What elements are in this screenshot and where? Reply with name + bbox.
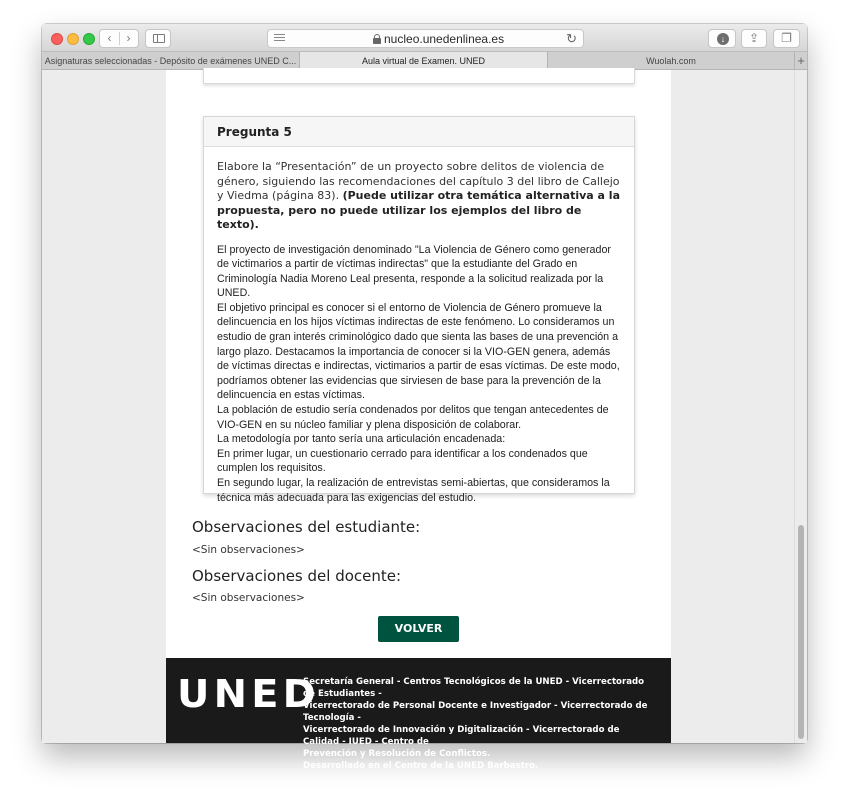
question-heading: Pregunta 5 [204,117,634,147]
share-icon: ⇪ [748,31,760,45]
student-observations-title: Observaciones del estudiante: [192,518,421,536]
nav-button-group [99,29,139,48]
vertical-scrollbar[interactable] [794,70,807,743]
tabs-overview-icon: ❐ [781,31,792,45]
answer-paragraph: En segundo lugar, la realización de entrevistas semi-abiertas, que consideramos la técnica más adecuada para las exigencias del estudio. [217,477,610,504]
page-viewport [42,70,807,771]
reader-view-icon[interactable] [274,34,285,43]
answer-paragraph: En primer lugar, un cuestionario cerrado para identificar a los condenados que cumplen los requisitos. [217,447,588,475]
tab-asignaturas[interactable]: Asignaturas seleccionadas - Depósito de exámenes UNED C... [42,52,300,70]
downloads-button[interactable] [708,29,736,48]
footer-line: Prevención y Resolución de Conflictos. [303,749,491,759]
question-prompt-text: Elabore la “Presentación” de un proyecto sobre delitos de violencia de género, siguiendo las recomendaciones del capítulo 3 del libro de Callejo y Viedma (página 83). [217,160,620,202]
question-prompt [204,147,634,233]
volver-button[interactable]: VOLVER [378,616,459,642]
answer-text [204,233,634,506]
answer-paragraph: El objetivo principal es conocer si el entorno de Violencia de Género promueve la delincuencia en los hijos víctimas indirectas de este fenómeno. Lo consideramos un estudio de gran interés criminológico dado que sienta las bases de una prevención a largo plazo. Destacamos la importancia de conocer si la VIO-GEN genera, además de víctimas directas e indirectas, victimarios a partir de esas víctimas. De este modo, podríamos obtener las evidencias que sirviesen de base para la prevención de la delincuencia en estas víctimas. [217,301,620,402]
tab-aula-virtual[interactable]: Aula virtual de Examen. UNED [300,52,548,70]
question-prompt-note: (Puede utilizar otra temática alternativa a la propuesta, pero no puede utilizar los ejemplos del libro de texto). [217,189,621,231]
close-window-button[interactable] [51,33,63,45]
lock-icon [373,34,381,44]
url-text[interactable]: nucleo.unedenlinea.es [384,32,505,46]
browser-window [42,24,807,771]
forward-button[interactable]: › [126,31,131,45]
show-tabs-button[interactable] [773,29,800,48]
share-button[interactable] [741,29,767,48]
site-footer [166,658,671,771]
back-button[interactable]: ‹ [107,31,112,45]
address-bar[interactable] [267,29,584,48]
page-content [166,70,671,771]
reload-icon[interactable]: ↻ [566,31,577,46]
footer-credits [303,676,658,772]
previous-question-card [203,68,635,84]
sidebar-toggle-button[interactable] [145,29,171,48]
zoom-window-button[interactable] [83,33,95,45]
footer-line: Vicerrectorado de Innovación y Digitalización - Vicerrectorado de Calidad - IUED - Centro de [303,725,620,747]
browser-toolbar [42,24,807,52]
uned-logo[interactable]: UNED [177,672,320,716]
answer-paragraph: La metodología por tanto sería una articulación encadenada: [217,433,506,446]
download-icon: ↓ [717,33,729,45]
minimize-window-button[interactable] [67,33,79,45]
scrollbar-thumb[interactable] [798,525,804,739]
question-card [203,116,635,504]
answer-paragraph: La población de estudio sería condenados por delitos que tengan antecedentes de VIO-GEN en su núcleo familiar y plena disposición de colaborar. [217,404,609,431]
answer-paragraph: El proyecto de investigación denominado "La Violencia de Género como generador de victimarios a partir de víctimas indirectas" que la estudiante del Grado en Criminología Nadia Moreno Leal presenta, responde a la solicitud realizada por la UNED. [217,243,611,300]
footer-line: Vicerrectorado de Personal Docente e Investigador - Vicerrectorado de Tecnología - [303,701,648,723]
teacher-observations-title: Observaciones del docente: [192,567,402,585]
student-observations-text: <Sin observaciones> [192,544,305,556]
sidebar-icon [153,34,165,43]
footer-line: Desarrollado en el Centro de la UNED Barbastro. [303,761,539,771]
tab-wuolah[interactable]: Wuolah.com [548,52,795,70]
new-tab-button[interactable]: + [797,53,805,68]
footer-line: Secretaría General - Centros Tecnológicos de la UNED - Vicerrectorado de Estudiantes - [303,677,645,699]
teacher-observations-text: <Sin observaciones> [192,592,305,604]
